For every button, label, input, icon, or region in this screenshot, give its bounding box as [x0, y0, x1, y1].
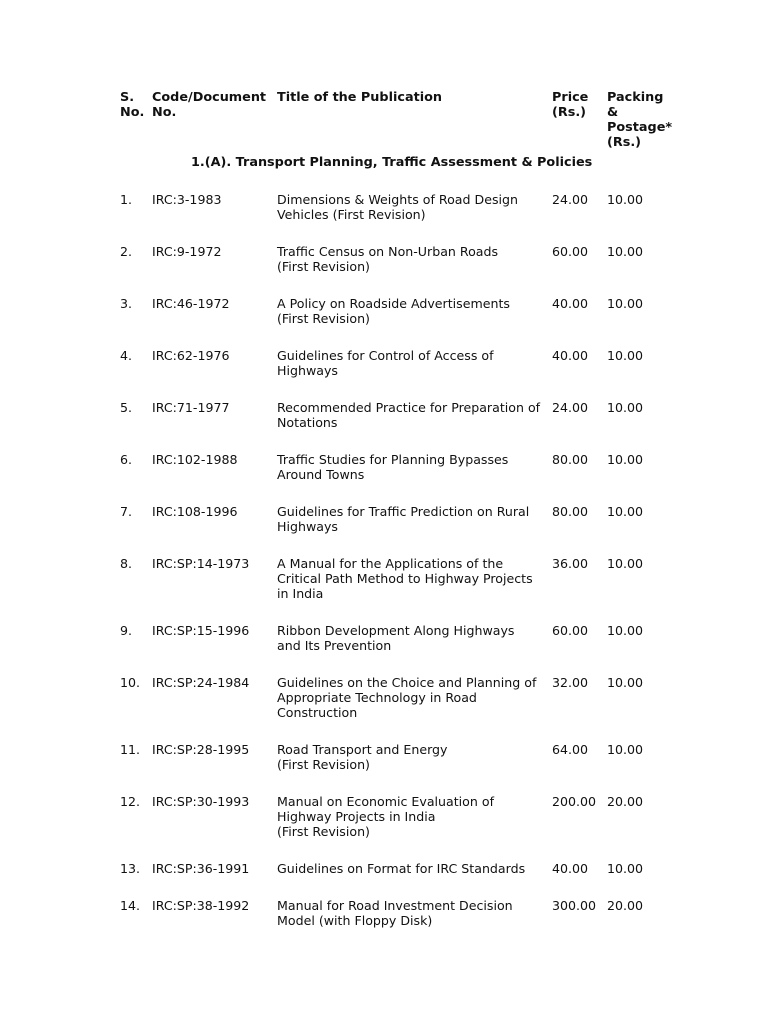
header-price-line: (Rs.): [552, 105, 587, 120]
row-title-line: Highways: [277, 519, 338, 534]
row-price: 40.00: [552, 348, 589, 363]
row-title-line: Road Transport and Energy: [277, 742, 448, 757]
row-title-line: (First Revision): [277, 259, 370, 274]
row-price: 200.00: [552, 794, 597, 809]
row-title: [277, 861, 525, 876]
header-sno-line: No.: [120, 105, 145, 120]
row-title-line: A Manual for the Applications of the: [277, 556, 504, 571]
row-title-line: Dimensions & Weights of Road Design: [277, 192, 518, 207]
row-title-line: Construction: [277, 705, 358, 720]
header-packing: [607, 90, 672, 150]
row-sno: 9.: [120, 623, 133, 638]
row-code: IRC:SP:24-1984: [152, 675, 250, 690]
row-price: 36.00: [552, 556, 589, 571]
row-title-line: (First Revision): [277, 757, 370, 772]
row-code: IRC:62-1976: [152, 348, 230, 363]
row-packing: 10.00: [607, 556, 644, 571]
row-title-line: Highway Projects in India: [277, 809, 436, 824]
row-title: [277, 296, 510, 326]
row-title-line: Guidelines for Traffic Prediction on Rural: [277, 504, 530, 519]
row-title-line: Around Towns: [277, 467, 365, 482]
row-price: 300.00: [552, 898, 597, 913]
header-packing-line: (Rs.): [607, 135, 642, 150]
row-title-line: Critical Path Method to Highway Projects: [277, 571, 533, 586]
row-price: 40.00: [552, 296, 589, 311]
row-sno: 3.: [120, 296, 133, 311]
row-code: IRC:SP:36-1991: [152, 861, 250, 876]
row-price: 40.00: [552, 861, 589, 876]
row-code: IRC:SP:14-1973: [152, 556, 250, 571]
row-title-line: Guidelines on Format for IRC Standards: [277, 861, 526, 876]
row-sno: 6.: [120, 452, 133, 467]
section-heading: 1.(A). Transport Planning, Traffic Assessment & Policies: [191, 155, 593, 170]
row-price: 24.00: [552, 192, 589, 207]
row-title-line: Appropriate Technology in Road: [277, 690, 477, 705]
row-packing: 20.00: [607, 794, 644, 809]
row-title-line: Traffic Census on Non-Urban Roads: [277, 244, 499, 259]
row-title-line: Guidelines for Control of Access of: [277, 348, 494, 363]
row-packing: 10.00: [607, 348, 644, 363]
row-code: IRC:3-1983: [152, 192, 222, 207]
row-title-line: Recommended Practice for Preparation of: [277, 400, 541, 415]
row-title-line: (First Revision): [277, 824, 370, 839]
row-price: 24.00: [552, 400, 589, 415]
row-title-line: Model (with Floppy Disk): [277, 913, 433, 928]
row-packing: 10.00: [607, 192, 644, 207]
row-sno: 4.: [120, 348, 133, 363]
row-code: IRC:SP:38-1992: [152, 898, 250, 913]
header-code-line: No.: [152, 105, 177, 120]
header-code-line: Code/Document: [152, 90, 267, 105]
row-title-line: Guidelines on the Choice and Planning of: [277, 675, 537, 690]
row-packing: 10.00: [607, 452, 644, 467]
row-code: IRC:9-1972: [152, 244, 222, 259]
row-title: [277, 244, 498, 274]
row-title-line: in India: [277, 586, 324, 601]
row-code: IRC:108-1996: [152, 504, 238, 519]
row-sno: 12.: [120, 794, 141, 809]
row-title: [277, 623, 515, 653]
row-packing: 10.00: [607, 504, 644, 519]
row-title: [277, 348, 494, 378]
row-price: 80.00: [552, 452, 589, 467]
row-title-line: Highways: [277, 363, 338, 378]
row-sno: 2.: [120, 244, 133, 259]
header-packing-line: Packing: [607, 90, 664, 105]
header-title: [277, 90, 442, 105]
row-title: [277, 192, 518, 222]
row-packing: 10.00: [607, 623, 644, 638]
row-title-line: Manual on Economic Evaluation of: [277, 794, 495, 809]
row-title: [277, 504, 529, 534]
header-sno-line: S.: [120, 90, 135, 105]
row-title: [277, 452, 508, 482]
row-packing: 10.00: [607, 296, 644, 311]
row-title: [277, 898, 513, 928]
row-title-line: Traffic Studies for Planning Bypasses: [277, 452, 509, 467]
row-title-line: Vehicles (First Revision): [277, 207, 426, 222]
header-price: [552, 90, 588, 120]
header-sno: [120, 90, 144, 120]
row-code: IRC:SP:15-1996: [152, 623, 250, 638]
row-title-line: Manual for Road Investment Decision: [277, 898, 513, 913]
row-packing: 10.00: [607, 244, 644, 259]
row-packing: 10.00: [607, 742, 644, 757]
row-sno: 8.: [120, 556, 133, 571]
row-title-line: (First Revision): [277, 311, 370, 326]
row-packing: 10.00: [607, 400, 644, 415]
row-packing: 10.00: [607, 861, 644, 876]
row-title-line: and Its Prevention: [277, 638, 392, 653]
row-code: IRC:SP:28-1995: [152, 742, 250, 757]
row-title: [277, 794, 494, 839]
row-code: IRC:71-1977: [152, 400, 230, 415]
row-title: [277, 556, 533, 601]
row-price: 60.00: [552, 244, 589, 259]
row-code: IRC:SP:30-1993: [152, 794, 250, 809]
row-title-line: Notations: [277, 415, 338, 430]
row-sno: 5.: [120, 400, 133, 415]
row-sno: 10.: [120, 675, 141, 690]
row-title: [277, 400, 540, 430]
row-price: 64.00: [552, 742, 589, 757]
row-sno: 11.: [120, 742, 141, 757]
row-packing: 10.00: [607, 675, 644, 690]
row-title: [277, 742, 448, 772]
row-price: 80.00: [552, 504, 589, 519]
header-price-line: Price: [552, 90, 589, 105]
header-packing-line: Postage*: [607, 120, 673, 135]
row-price: 60.00: [552, 623, 589, 638]
row-code: IRC:46-1972: [152, 296, 230, 311]
header-title-line: Title of the Publication: [277, 90, 442, 105]
row-title-line: Ribbon Development Along Highways: [277, 623, 515, 638]
row-price: 32.00: [552, 675, 589, 690]
row-title-line: A Policy on Roadside Advertisements: [277, 296, 510, 311]
row-code: IRC:102-1988: [152, 452, 238, 467]
row-sno: 14.: [120, 898, 141, 913]
header-code: [152, 90, 266, 120]
row-sno: 7.: [120, 504, 133, 519]
row-sno: 13.: [120, 861, 141, 876]
header-packing-line: &: [607, 105, 619, 120]
row-packing: 20.00: [607, 898, 644, 913]
row-sno: 1.: [120, 192, 133, 207]
row-title: [277, 675, 536, 720]
